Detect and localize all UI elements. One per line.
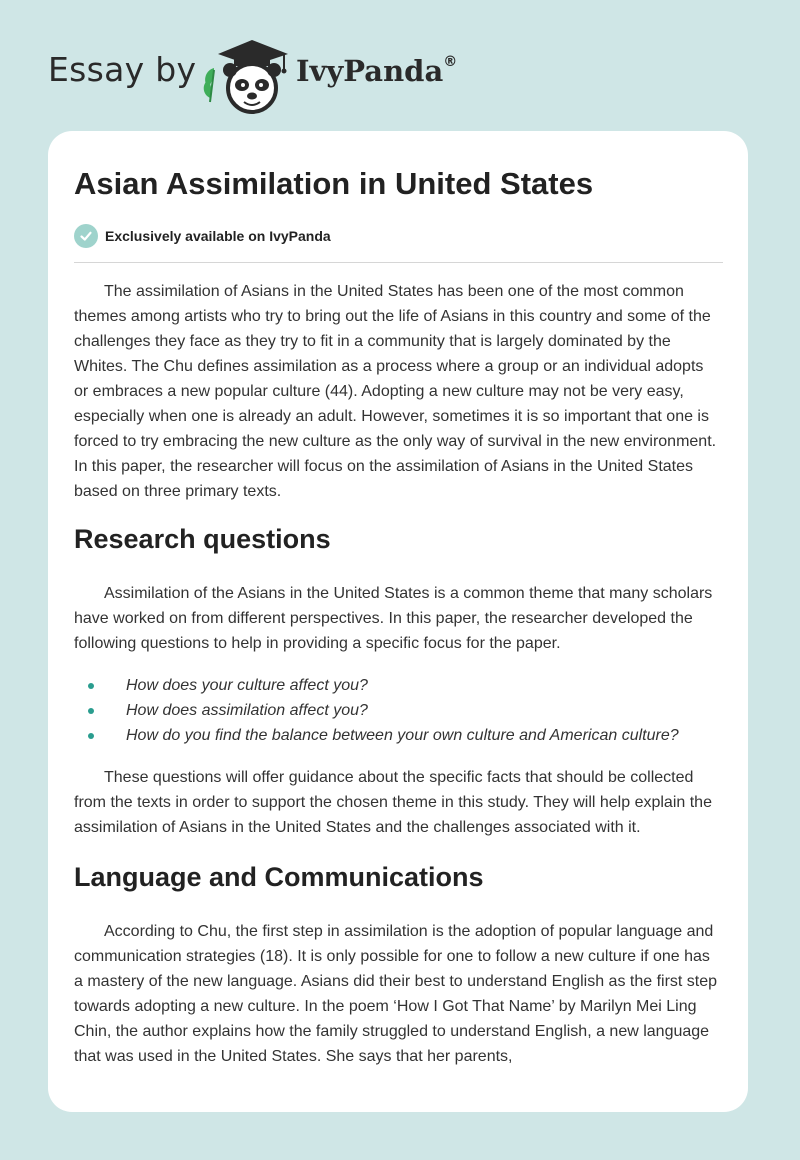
check-icon xyxy=(74,224,98,248)
exclusive-label: Exclusively available on IvyPanda xyxy=(105,228,331,244)
panda-graduate-icon xyxy=(200,36,290,114)
list-item: How does assimilation affect you? xyxy=(74,698,722,723)
essay-by-label: Essay by xyxy=(48,50,197,89)
exclusive-badge xyxy=(74,224,722,248)
intro-paragraph: The assimilation of Asians in the United States has been one of the most common themes among artists who try to bring out the life of Asians in this country and some of the challenges they face as they try to fit in a community that is largely dominated by the Whites. The Chu defines assimilation as a process where a group or an individual adopts or embraces a new popular culture (44). Adopting a new culture may not be very easy, especially when one is already an adult. However, sometimes it is so important that one is forced to try embracing the new culture as the only way of survival in the new environment. In this paper, the researcher will focus on the assimilation of Asians in the United States based on three primary texts. xyxy=(74,283,717,500)
questions-list xyxy=(74,673,722,748)
divider xyxy=(74,262,723,263)
bullet-icon xyxy=(88,708,94,714)
site-header xyxy=(48,36,508,116)
section-heading-language: Language and Communications xyxy=(74,862,484,892)
followup-paragraph: These questions will offer guidance about the specific facts that should be collected from the texts in order to support the chosen theme in this study. They will help explain the assimilation of Asians in the United States and the challenges associated with it. xyxy=(74,769,712,836)
page-title: Asian Assimilation in United States xyxy=(74,166,594,201)
list-item: How do you find the balance between your own culture and American culture? xyxy=(74,723,722,748)
language-paragraph: According to Chu, the first step in assimilation is the adoption of popular language and communication strategies (18). It is only possible for one to follow a new culture if one has a mastery of the new language. Asians did their best to understand English as the first step towards adopting a new culture. In the poem ‘How I Got That Name’ by Marilyn Mei Ling Chin, the author explains how the family struggled to understand English, a new language that was used in the United States. She says that her parents, xyxy=(74,923,718,1065)
bullet-icon xyxy=(88,733,94,739)
essay-card xyxy=(48,131,748,1112)
list-item: How does your culture affect you? xyxy=(74,673,722,698)
brand-name: IvyPanda® xyxy=(296,54,458,88)
section-heading-research-questions: Research questions xyxy=(74,524,331,554)
bullet-icon xyxy=(88,683,94,689)
research-paragraph: Assimilation of the Asians in the United States is a common theme that many scholars have worked on from different perspectives. In this paper, the researcher developed the following questions to help in providing a specific focus for the paper. xyxy=(74,585,713,652)
